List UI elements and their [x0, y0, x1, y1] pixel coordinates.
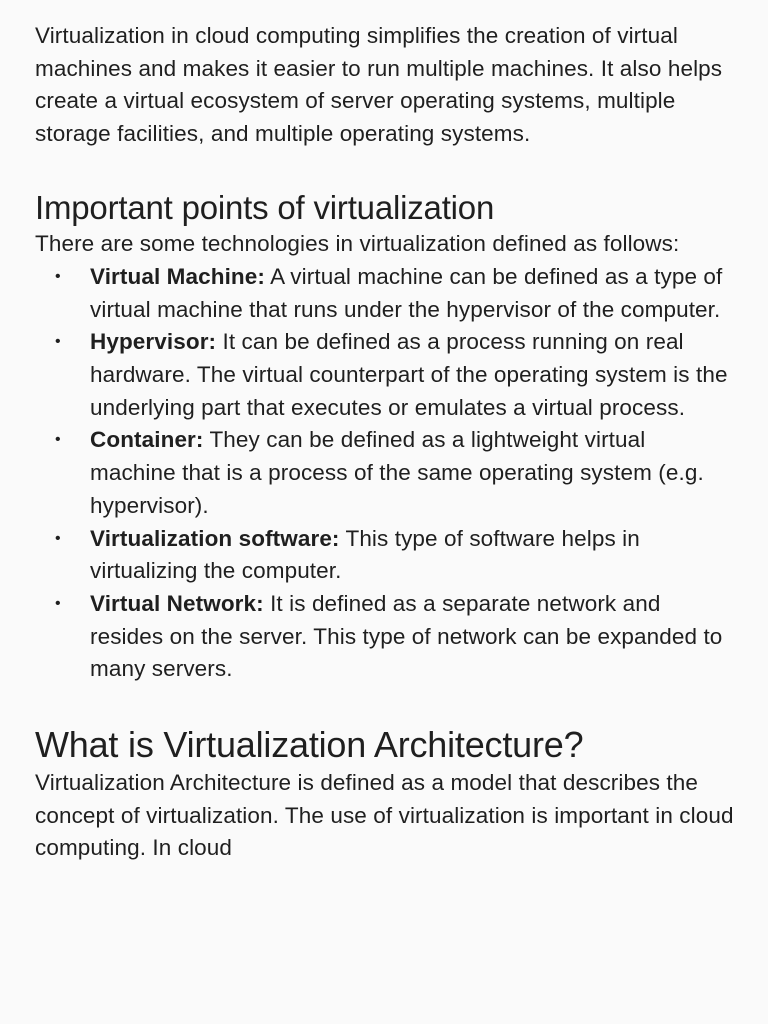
bullet-icon: • [55, 267, 61, 285]
section-lead-paragraph: There are some technologies in virtualization defined as follows: [35, 231, 680, 257]
list-item-hypervisor [35, 326, 734, 424]
term-label: Virtualization software: [90, 525, 340, 551]
term-definition: This type of software helps in virtualizing the computer. [90, 525, 640, 584]
bullet-icon: • [55, 529, 61, 547]
list-item-container [35, 424, 734, 522]
architecture-paragraph: Virtualization Architecture is defined as a model that describes the concept of virtualization. The use of virtualization is important in cloud computing. In cloud [35, 770, 734, 861]
term-label: Container: [90, 427, 204, 453]
term-definition: It is defined as a separate network and resides on the server. This type of network can be expanded to many servers. [90, 591, 723, 682]
term-label: Virtual Network: [90, 591, 264, 616]
section-heading-virtualization-architecture: What is Virtualization Architecture? [35, 724, 584, 766]
bullet-icon: • [55, 431, 61, 449]
bullet-icon: • [55, 595, 61, 612]
term-label: Virtual Machine: [90, 263, 265, 289]
list-item-virtualization-software [35, 523, 734, 588]
term-definition: It can be defined as a process running on real hardware. The virtual counterpart of the operating system is the underlying part that executes or emulates a virtual process. [90, 329, 728, 420]
list-item-virtual-machine [35, 261, 734, 326]
term-definition: They can be defined as a lightweight virtual machine that is a process of the same operating system (e.g. hypervisor). [90, 427, 704, 518]
intro-paragraph: Virtualization in cloud computing simplifies the creation of virtual machines and makes it easier to run multiple machines. It also helps create a virtual ecosystem of server operating systems, multiple storage facilities, and multiple operating systems. [35, 23, 723, 146]
section-heading-important-points: Important points of virtualization [35, 189, 495, 227]
term-label: Hypervisor: [90, 329, 217, 355]
term-definition: A virtual machine can be defined as a type of virtual machine that runs under the hypervisor of the computer. [90, 263, 723, 322]
technologies-list [35, 261, 734, 686]
bullet-icon: • [55, 333, 61, 351]
list-item-virtual-network [35, 588, 734, 686]
